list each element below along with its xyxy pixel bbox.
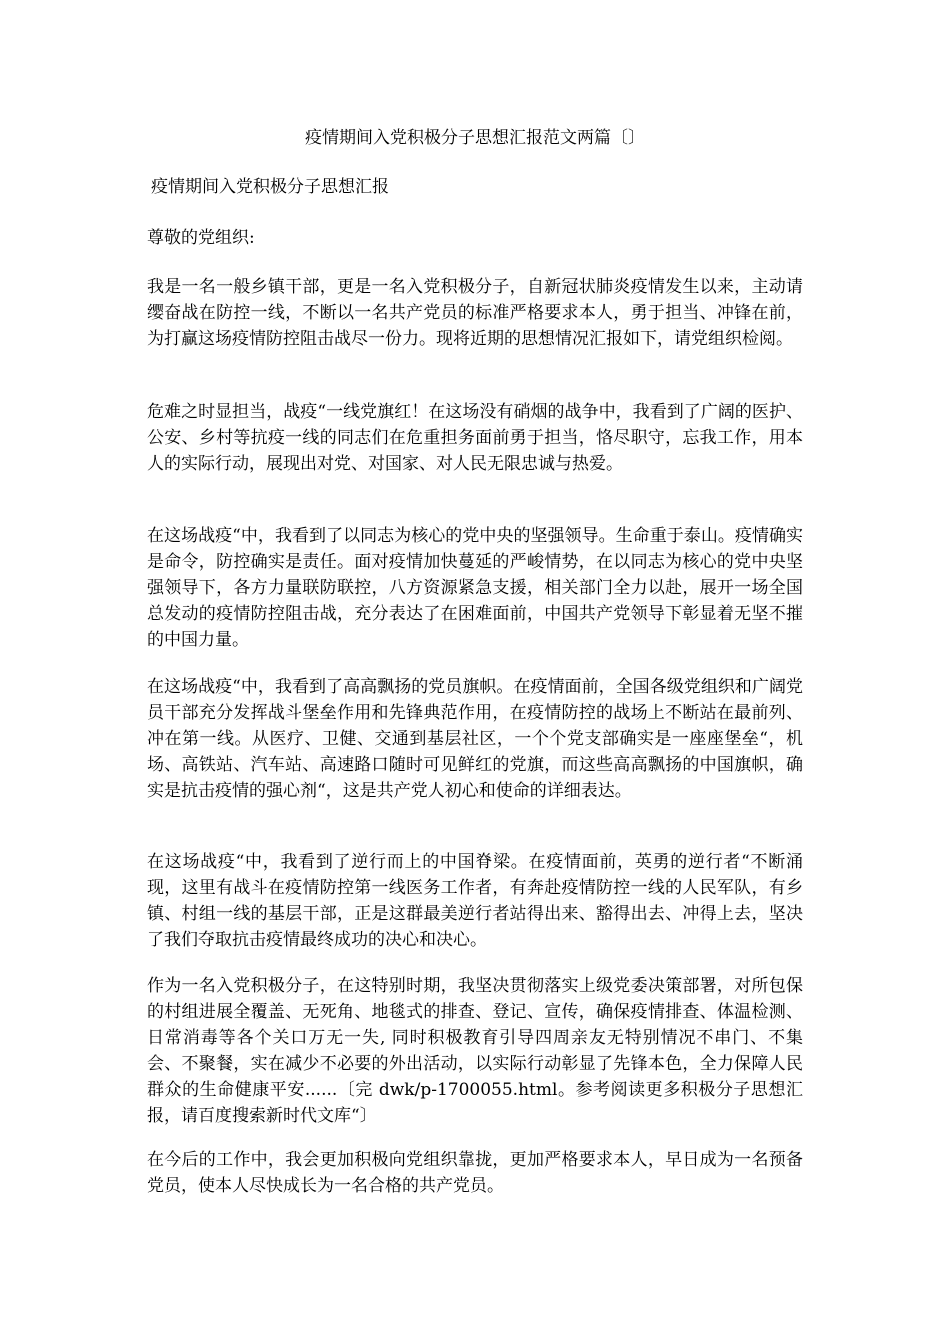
document-title: 疫情期间入党积极分子思想汇报范文两篇〔〕 [305, 128, 645, 148]
paragraph-6: 作为一名入党积极分子，在这特别时期，我坚决贯彻落实上级党委决策部署，对所包保的村组进展全覆盖、无死角、地毯式的排查、登记、宣传，确保疫情排查、体温检测、日常消毒等各个关口万无一失, 同时积极教育引导四周亲友无特别情况不串门、不集会、不聚餐，实在减少不必要的外出活动，以实际行动彰显了先锋本色，全力保障人民群众的生命健康平安......〔完 dwk/p-1700055.html。参考阅读更多积极分子思想汇报，请百度搜索新时代文库“〕 [147, 976, 803, 1126]
paragraph-1: 我是一名一般乡镇干部，更是一名入党积极分子，自新冠状肺炎疫情发生以来，主动请缨奋战在防控一线，不断以一名共产党员的标准严格要求本人，勇于担当、冲锋在前，为打赢这场疫情防控阻击战尽一份力。现将近期的思想情况汇报如下，请党组织检阅。 [147, 277, 803, 349]
section-heading: 疫情期间入党积极分子思想汇报 [151, 177, 389, 197]
greeting: 尊敬的党组织: [147, 228, 255, 248]
paragraph-5: 在这场战疫“中，我看到了逆行而上的中国脊梁。在疫情面前，英勇的逆行者“不断涌现，这里有战斗在疫情防控第一线医务工作者，有奔赴疫情防控一线的人民军队，有乡镇、村组一线的基层干部，正是这群最美逆行者站得出来、豁得出去、冲得上去，坚决了我们夺取抗击疫情最终成功的决心和决心。 [147, 852, 803, 950]
paragraph-7: 在今后的工作中，我会更加积极向党组织靠拢，更加严格要求本人，早日成为一名预备党员，使本人尽快成长为一名合格的共产党员。 [147, 1150, 803, 1196]
paragraph-4: 在这场战疫“中，我看到了高高飘扬的党员旗帜。在疫情面前，全国各级党组织和广阔党员干部充分发挥战斗堡垒作用和先锋典范作用，在疫情防控的战场上不断站在最前列、冲在第一线。从医疗、卫健、交通到基层社区，一个个党支部确实是一座座堡垒“，机场、高铁站、汽车站、高速路口随时可见鲜红的党旗，而这些高高飘扬的中国旗帜，确实是抗击疫情的强心剂“，这是共产党人初心和使命的详细表达。 [147, 677, 803, 801]
paragraph-2: 危难之时显担当，战疫“一线党旗红！在这场没有硝烟的战争中，我看到了广阔的医护、公安、乡村等抗疫一线的同志们在危重担务面前勇于担当，恪尽职守，忘我工作，用本人的实际行动，展现出对党、对国家、对人民无限忠诚与热爱。 [147, 402, 803, 474]
paragraph-3: 在这场战疫“中，我看到了以同志为核心的党中央的坚强领导。生命重于泰山。疫情确实是命令，防控确实是责任。面对疫情加快蔓延的严峻情势，在以同志为核心的党中央坚强领导下，各方力量联防联控，八方资源紧急支援，相关部门全力以赴，展开一场全国总发动的疫情防控阻击战，充分表达了在困难面前，中国共产党领导下彰显着无坚不摧的中国力量。 [147, 526, 803, 650]
